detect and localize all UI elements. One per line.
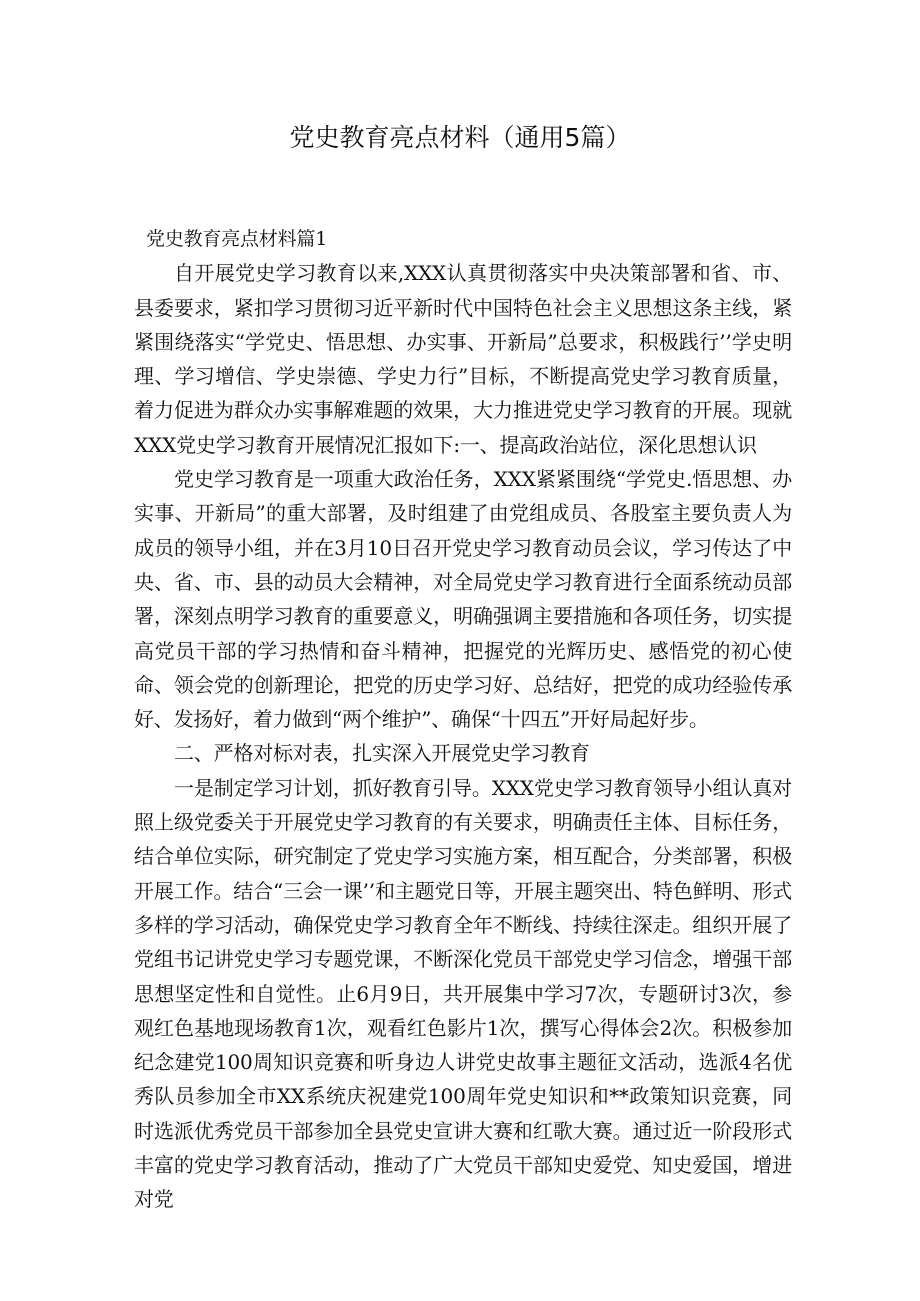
paragraph-3: 一是制定学习计划，抓好教育引导。XXX党史学习教育领导小组认真对照上级党委关于开展党史学习教育的有关要求，明确责任主体、目标任务，结合单位实际，研究制定了党史学习实施方案，相互配合，分类部署，积极开展工作。结合“三会一课’’和主题党日等，开展主题突出、特色鲜明、形式多样的学习活动，确保党史学习教育全年不断线、持续往深走。组织开展了党组书记讲党史学习专题党课，不断深化党员干部党史学习信念，增强干部思想坚定性和自觉性。止6月9日，共开展集中学习7次，专题研讨3次，参观红色基地现场教育1次，观看红色影片1次，撰写心得体会2次。积极参加纪念建党100周知识竞赛和听身边人讲党史故事主题征文活动，选派4名优秀队员参加全市XX系统庆祝建党100周年党史知识和**政策知识竞赛，同时选派优秀党员干部参加全县党史宣讲大赛和红歌大赛。通过近一阶段形式丰富的党史学习教育活动，推动了广大党员干部知史爱党、知史爱国，增进对党 bbox=[134, 775, 792, 1212]
document-title: 党史教育亮点材料（通用5篇） bbox=[289, 123, 631, 152]
paragraph-2: 党史学习教育是一项重大政治任务，XXX紧紧围绕“学党史.悟思想、办实事、开新局”的重大部署，及时组建了由党组成员、各股室主要负责人为成员的领导小组，并在3月10日召开党史学习教育动员会议，学习传达了中央、省、市、县的动员大会精神，对全局党史学习教育进行全面系统动员部署，深刻点明学习教育的重要意义，明确强调主要措施和各项任务，切实提高党员干部的学习热情和奋斗精神，把握党的光辉历史、感悟党的初心使命、领会党的创新理论，把党的历史学习好、总结好，把党的成功经验传承好、发扬好，着力做到“两个维护”、确保“十四五”开好局起好步。 bbox=[134, 467, 792, 732]
document-body bbox=[134, 222, 792, 1217]
section-heading: 党史教育亮点材料篇1 bbox=[146, 228, 328, 250]
paragraph-1: 自开展党史学习教育以来,XXX认真贯彻落实中央决策部署和省、市、县委要求，紧扣学习贯彻习近平新时代中国特色社会主义思想这条主线，紧紧围绕落实“学党史、悟思想、办实事、开新局”总要求，积极践行’’学史明理、学习增信、学史崇德、学史力行”目标，不断提高党史学习教育质量，着力促进为群众办实事解难题的效果，大力推进党史学习教育的开展。现就XXX党史学习教育开展情况汇报如下:一、提高政治站位，深化思想认识 bbox=[134, 261, 792, 457]
subheading: 二、严格对标对表，扎实深入开展党史学习教育 bbox=[174, 741, 590, 766]
